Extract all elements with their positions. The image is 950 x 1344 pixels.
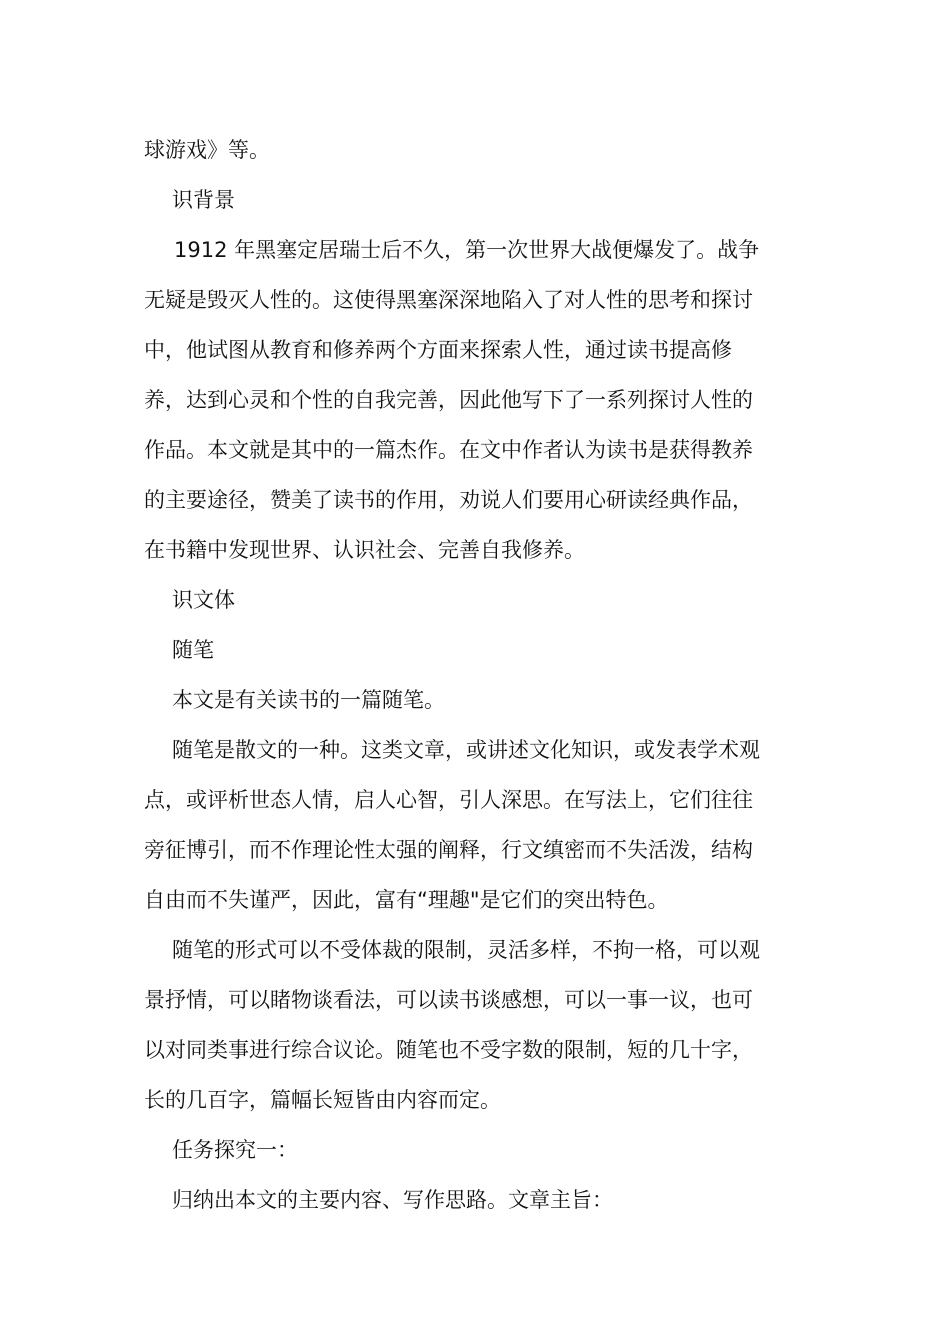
paragraph-continuation — [144, 125, 808, 175]
text-line: 在书籍中发现世界、认识社会、完善自我修养。 — [144, 538, 585, 562]
heading-task-one — [144, 1125, 808, 1175]
text-line: 旁征博引，而不作理论性太强的阐释，行文缜密而不失活泼，结构 — [144, 838, 753, 862]
paragraph-essay-intro — [144, 675, 808, 725]
text-line: 中，他试图从教育和修养两个方面来探索人性，通过读书提高修 — [144, 338, 732, 362]
text-line: 养，达到心灵和个性的自我完善，因此他写下了一系列探讨人性的 — [144, 388, 753, 412]
text-line: 点，或评析世态人情，启人心智，引人深思。在写法上，它们往往 — [144, 788, 753, 812]
text-line: 1912 年黑塞定居瑞士后不久，第一次世界大战便爆发了。战争 — [174, 238, 760, 262]
section-heading: 任务探究一： — [172, 1138, 298, 1162]
text-line: 的主要途径，赞美了读书的作用，劝说人们要用心研读经典作品， — [144, 488, 753, 512]
subheading-essay — [144, 625, 808, 675]
paragraph-essay-form — [144, 925, 808, 1125]
heading-genre — [144, 575, 808, 625]
text-line: 随笔的形式可以不受体裁的限制，灵活多样，不拘一格，可以观 — [172, 938, 760, 962]
text-line: 作品。本文就是其中的一篇杰作。在文中作者认为读书是获得教养 — [144, 438, 753, 462]
paragraph-task-prompt — [144, 1175, 808, 1225]
document-page — [144, 125, 808, 1225]
text-line: 长的几百字，篇幅长短皆由内容而定。 — [144, 1088, 501, 1112]
text-line: 自由而不失谨严，因此，富有“理趣"是它们的突出特色。 — [144, 888, 669, 912]
paragraph-essay-definition — [144, 725, 808, 925]
text-line: 无疑是毁灭人性的。这使得黑塞深深地陷入了对人性的思考和探讨 — [144, 288, 753, 312]
section-heading: 识文体 — [172, 588, 235, 612]
text-line: 随笔是散文的一种。这类文章，或讲述文化知识，或发表学术观 — [172, 738, 760, 762]
heading-background — [144, 175, 808, 225]
text-line: 球游戏》等。 — [144, 138, 270, 162]
text-line: 归纳出本文的主要内容、写作思路。文章主旨： — [172, 1188, 613, 1212]
section-subheading: 随笔 — [172, 638, 214, 662]
text-line: 景抒情，可以睹物谈看法，可以读书谈感想，可以一事一议，也可 — [144, 988, 753, 1012]
text-line: 以对同类事进行综合议论。随笔也不受字数的限制，短的几十字， — [144, 1038, 753, 1062]
text-line: 本文是有关读书的一篇随笔。 — [172, 688, 445, 712]
section-heading: 识背景 — [172, 188, 235, 212]
paragraph-background — [144, 225, 808, 575]
